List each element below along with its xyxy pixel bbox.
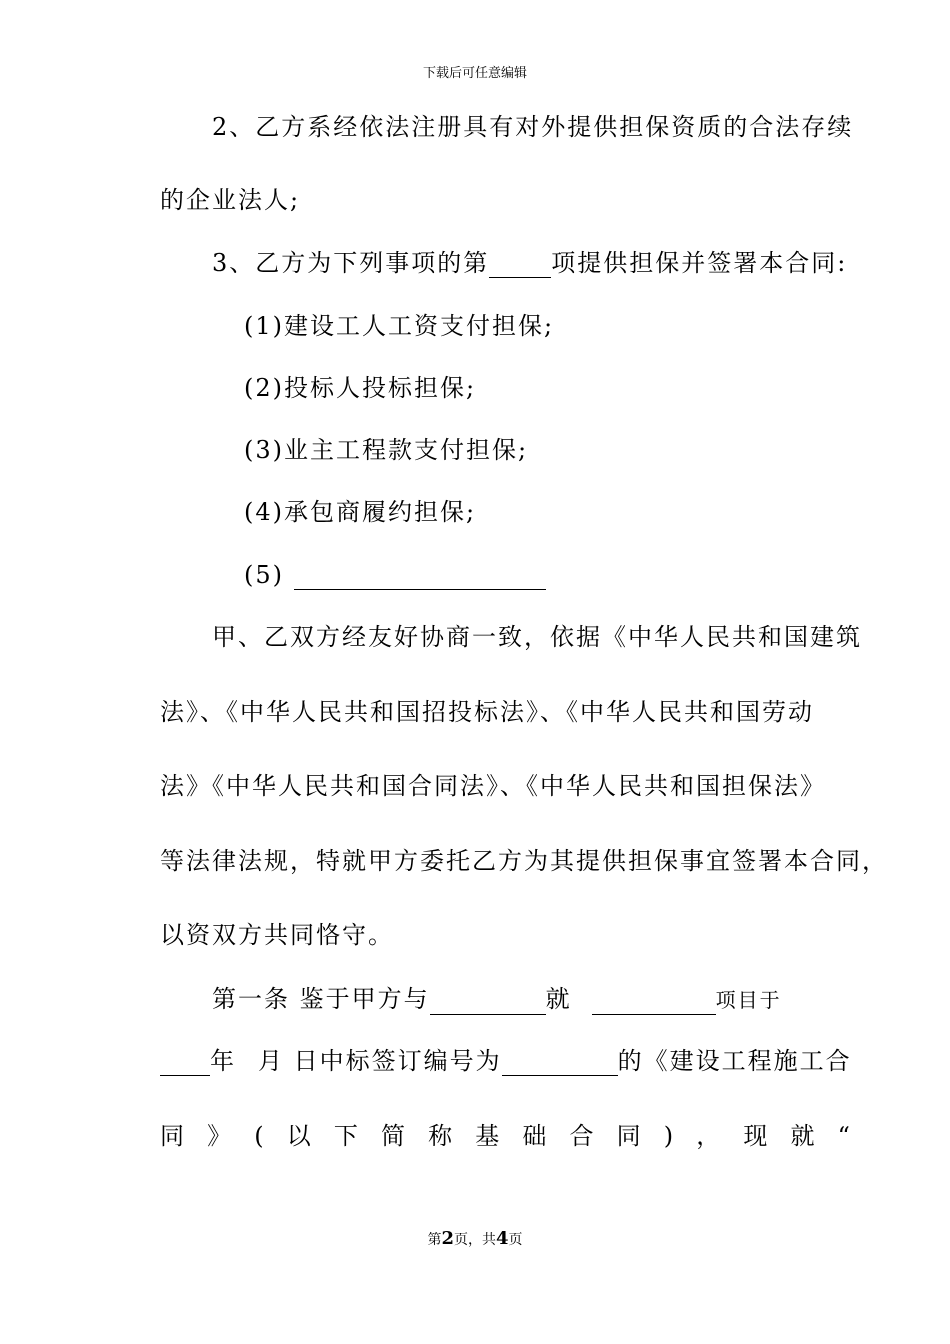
clause-3-text-b: 项提供担保并签署本合同: — [551, 249, 848, 277]
list-item-3: (3)业主工程款支付担保; — [244, 436, 529, 464]
char-12: ， — [696, 1122, 721, 1150]
char-13: 现 — [743, 1122, 768, 1150]
page-footer — [0, 1229, 950, 1250]
list-item-1: (1)建设工人工资支付担保; — [244, 312, 555, 340]
clause-3-line — [212, 248, 847, 278]
footer-post: 页 — [508, 1232, 523, 1248]
char-10: 同 — [616, 1122, 641, 1150]
list-item-5-label: (5) — [244, 561, 284, 589]
char-9: 合 — [569, 1122, 594, 1150]
list-item-5 — [244, 560, 546, 590]
char-4: 下 — [333, 1122, 358, 1150]
char-2: ( — [254, 1122, 264, 1150]
article-1-line-2 — [160, 1046, 852, 1076]
article-1-line-3 — [160, 1121, 850, 1151]
article-1-text-e: 的《建设工程施工合 — [617, 1047, 852, 1075]
article-1-year-label: 年 — [210, 1047, 236, 1075]
char-15: “ — [837, 1122, 850, 1150]
char-8: 础 — [522, 1122, 547, 1150]
contract-number-blank[interactable] — [502, 1051, 618, 1076]
article-1-text-b: 就 — [545, 985, 572, 1013]
clause-2-line-1: 2、乙方系经依法注册具有对外提供担保资质的合法存续 — [212, 113, 854, 141]
clause-2-line-2: 的企业法人; — [160, 186, 301, 214]
char-1: 》 — [207, 1122, 232, 1150]
list-item-4: (4)承包商履约担保; — [244, 498, 477, 526]
article-1-text-d: 月 日中标签订编号为 — [258, 1047, 502, 1075]
party-name-blank[interactable] — [430, 990, 546, 1015]
page-header: 下载后可任意编辑 — [422, 66, 527, 81]
article-1-text-a: 第一条 鉴于甲方与 — [212, 985, 430, 1013]
clause-3-text-a: 3、乙方为下列事项的第 — [212, 249, 490, 277]
char-11: ) — [663, 1122, 674, 1150]
char-5: 简 — [381, 1122, 405, 1150]
article-1-text-c: 项目于 — [715, 988, 782, 1012]
preamble-line-5: 以资双方共同恪守。 — [160, 921, 394, 949]
item-number-blank[interactable] — [489, 253, 551, 278]
other-item-blank[interactable] — [294, 565, 546, 590]
list-item-2: (2)投标人投标担保; — [244, 374, 477, 402]
year-blank[interactable] — [160, 1051, 210, 1076]
char-3: 以 — [286, 1122, 311, 1150]
preamble-line-1: 甲、乙双方经友好协商一致，依据《中华人民共和国建筑 — [212, 623, 862, 651]
total-page-number: 4 — [496, 1228, 509, 1249]
current-page-number: 2 — [441, 1228, 454, 1249]
project-name-blank[interactable] — [592, 990, 716, 1015]
preamble-line-4: 等法律法规，特就甲方委托乙方为其提供担保事宜签署本合同， — [160, 847, 888, 875]
char-6: 称 — [428, 1122, 453, 1150]
char-7: 基 — [475, 1122, 500, 1150]
footer-pre: 第 — [427, 1232, 442, 1248]
char-14: 就 — [790, 1122, 815, 1150]
preamble-line-3: 法》《中华人民共和国合同法》、《中华人民共和国担保法》 — [160, 772, 826, 800]
preamble-line-2: 法》、《中华人民共和国招投标法》、《中华人民共和国劳动 — [160, 698, 814, 726]
footer-mid: 页，共 — [454, 1232, 496, 1248]
article-1-line-1 — [212, 984, 782, 1015]
char-0: 同 — [160, 1122, 184, 1150]
